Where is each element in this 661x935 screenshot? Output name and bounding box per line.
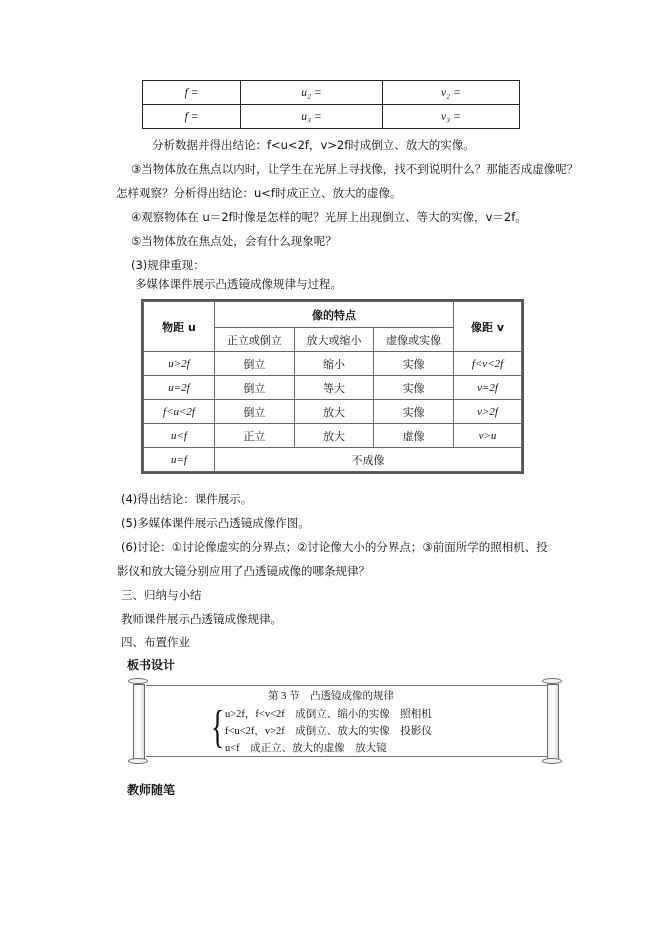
scroll-roller-left xyxy=(128,678,148,764)
table-cell: u₃ = xyxy=(241,105,383,129)
cell-u: u<f xyxy=(144,424,215,448)
measurement-table xyxy=(142,80,520,129)
subheader-kind: 虚像或实像 xyxy=(374,328,454,352)
cell-no-image: 不成像 xyxy=(215,448,522,472)
imaging-rules-table xyxy=(141,299,524,474)
header-image-features: 像的特点 xyxy=(215,302,454,328)
table-cell: f = xyxy=(143,81,241,105)
cell-orientation: 倒立 xyxy=(215,352,295,376)
cell-kind: 实像 xyxy=(374,352,454,376)
scroll-roller-right xyxy=(542,678,562,764)
cell-size: 放大 xyxy=(294,424,374,448)
table-cell: v₃ = xyxy=(382,105,519,129)
cell-v: f<v<2f xyxy=(454,352,522,376)
table-cell: f = xyxy=(143,105,241,129)
cell-orientation: 倒立 xyxy=(215,400,295,424)
header-image-distance: 像距 v xyxy=(454,302,522,352)
board-design-scroll xyxy=(128,676,568,768)
cell-size: 缩小 xyxy=(294,352,374,376)
cell-size: 放大 xyxy=(294,400,374,424)
part-3-desc: 教师课件展示凸透镜成像规律。 xyxy=(121,612,282,626)
table-cell: v₂ = xyxy=(382,81,519,105)
cell-u: u=2f xyxy=(144,376,215,400)
table-header-row xyxy=(144,302,522,328)
cell-v: v>u xyxy=(454,424,522,448)
board-line-1: u>2f，f<v<2f 成倒立、缩小的实像 照相机 xyxy=(225,709,432,720)
item-4: ④观察物体在 u＝2f时像是怎样的呢？光屏上出现倒立、等大的实像，v＝2f。 xyxy=(131,210,527,224)
cell-u: u=f xyxy=(144,448,215,472)
cell-u: f<u<2f xyxy=(144,400,215,424)
board-line-2: f<u<2f，v>2f 成倒立、放大的实像 投影仪 xyxy=(225,726,432,737)
cell-orientation: 正立 xyxy=(215,424,295,448)
board-title: 第 3 节 凸透镜成像的规律 xyxy=(268,691,394,702)
cell-orientation: 倒立 xyxy=(215,376,295,400)
cell-size: 等大 xyxy=(294,376,374,400)
table-row xyxy=(144,376,522,400)
section-6: (6)讨论：①讨论像虚实的分界点；②讨论像大小的分界点；③前面所学的照相机、投 xyxy=(121,540,548,554)
section-3-desc: 多媒体课件展示凸透镜成像规律与过程。 xyxy=(135,277,342,291)
subheader-size: 放大或缩小 xyxy=(294,328,374,352)
cell-v: v>2f xyxy=(454,400,522,424)
table-row xyxy=(143,105,520,129)
brace-icon: { xyxy=(211,701,225,752)
table-row xyxy=(143,81,520,105)
part-4-heading: 四、布置作业 xyxy=(121,635,190,649)
header-object-distance: 物距 u xyxy=(144,302,215,352)
cell-kind: 实像 xyxy=(374,376,454,400)
cell-v: v=2f xyxy=(454,376,522,400)
section-6-cont: 影仪和放大镜分别应用了凸透镜成像的哪条规律？ xyxy=(117,564,370,578)
part-3-heading: 三、归纳与小结 xyxy=(121,588,202,602)
table-row xyxy=(144,352,522,376)
section-3: (3)规律重现： xyxy=(131,258,205,272)
item-3: ③当物体放在焦点以内时，让学生在光屏上寻找像，找不到说明什么？那能否成虚像呢？ xyxy=(131,162,579,176)
table-row xyxy=(144,424,522,448)
board-line-3: u<f 成正立、放大的虚像 放大镜 xyxy=(225,743,387,754)
table-cell: u₂ = xyxy=(241,81,383,105)
teacher-notes-heading: 教师随笔 xyxy=(127,783,176,797)
cell-kind: 实像 xyxy=(374,400,454,424)
section-5: (5)多媒体课件展示凸透镜成像作图。 xyxy=(121,516,310,530)
table-row xyxy=(144,448,522,472)
item-5: ⑤当物体放在焦点处，会有什么现象呢？ xyxy=(131,234,337,248)
analysis-conclusion: 分析数据并得出结论：f<u<2f，v>2f时成倒立、放大的实像。 xyxy=(152,138,475,152)
cell-kind: 虚像 xyxy=(374,424,454,448)
section-4: (4)得出结论：课件展示。 xyxy=(121,492,253,506)
table-row xyxy=(144,400,522,424)
cell-u: u>2f xyxy=(144,352,215,376)
item-3-cont: 怎样观察？分析得出结论：u<f时成正立、放大的虚像。 xyxy=(116,186,402,200)
subheader-orientation: 正立或倒立 xyxy=(215,328,295,352)
board-design-heading: 板书设计 xyxy=(127,658,176,672)
